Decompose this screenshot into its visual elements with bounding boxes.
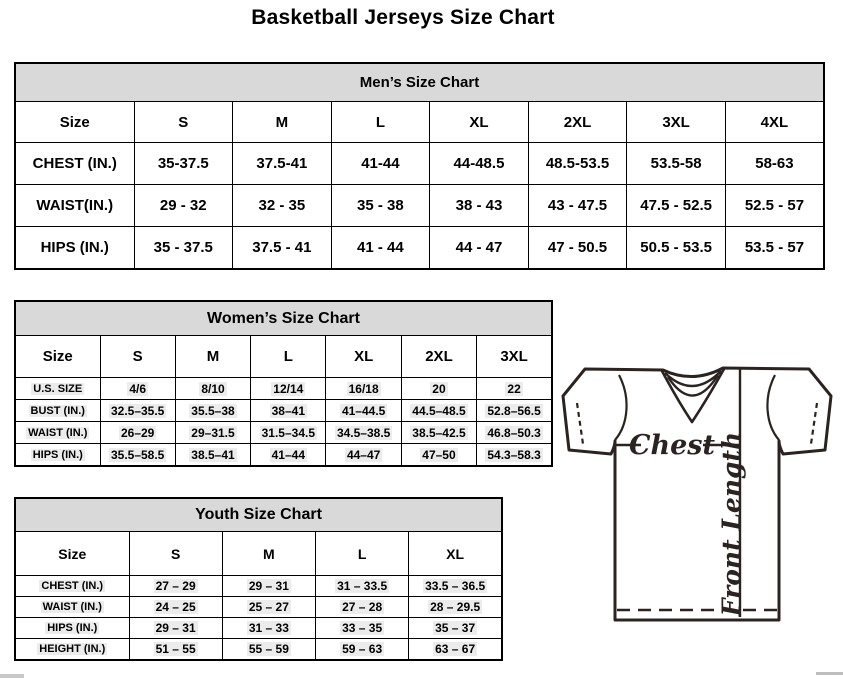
table-cell: 8/10 [175, 378, 250, 400]
table-cell: 38–41 [251, 400, 326, 422]
row-label: CHEST (IN.) [15, 576, 129, 597]
table-cell: 12/14 [251, 378, 326, 400]
row-label: WAIST (IN.) [15, 422, 100, 444]
table-cell: 35-37.5 [134, 143, 233, 185]
armhole-seam-left [615, 375, 627, 440]
chest-label: Chest [629, 430, 715, 461]
table-cell: 22 [477, 378, 552, 400]
table-cell: 35 - 37.5 [134, 227, 233, 270]
column-header: 3XL [477, 336, 552, 378]
horizontal-scrollbar-fragment-left[interactable] [0, 674, 24, 678]
table-cell: 27 – 28 [316, 597, 409, 618]
womens-size-chart-table [14, 300, 553, 467]
table-cell: 35.5–38 [175, 400, 250, 422]
table-cell: 31 – 33 [222, 618, 315, 639]
womens-chart-title: Women’s Size Chart [15, 301, 552, 336]
table-row [15, 378, 552, 400]
table-cell: 41 - 44 [331, 227, 430, 270]
table-row [15, 576, 502, 597]
column-header: XL [326, 336, 401, 378]
front-length-label: Front Length [717, 431, 746, 617]
table-cell: 24 – 25 [129, 597, 222, 618]
table-row [15, 597, 502, 618]
table-cell: 55 – 59 [222, 639, 315, 661]
column-header: XL [430, 102, 529, 143]
table-row [15, 618, 502, 639]
cuff-stitch-left [577, 403, 583, 444]
table-cell: 53.5-58 [627, 143, 726, 185]
table-cell: 44–47 [326, 444, 401, 467]
table-cell: 29 - 32 [134, 185, 233, 227]
table-cell: 44 - 47 [430, 227, 529, 270]
table-cell: 33.5 – 36.5 [409, 576, 502, 597]
table-cell: 29 – 31 [222, 576, 315, 597]
table-cell: 47 - 50.5 [528, 227, 627, 270]
jersey-outline [563, 368, 831, 620]
table-cell: 44.5–48.5 [401, 400, 476, 422]
row-label: HEIGHT (IN.) [15, 639, 129, 661]
table-cell: 54.3–58.3 [477, 444, 552, 467]
column-header: S [129, 532, 222, 576]
table-cell: 4/6 [100, 378, 175, 400]
table-cell: 38.5–42.5 [401, 422, 476, 444]
table-cell: 27 – 29 [129, 576, 222, 597]
table-row [15, 227, 824, 270]
table-header-row [15, 102, 824, 143]
table-row [15, 143, 824, 185]
youth-size-chart-table [14, 497, 503, 661]
table-cell: 59 – 63 [316, 639, 409, 661]
table-cell: 47.5 - 52.5 [627, 185, 726, 227]
table-cell: 52.8–56.5 [477, 400, 552, 422]
table-cell: 50.5 - 53.5 [627, 227, 726, 270]
column-header: 2XL [401, 336, 476, 378]
row-label: WAIST(IN.) [15, 185, 134, 227]
table-cell: 58-63 [725, 143, 824, 185]
mens-chart-title: Men’s Size Chart [15, 63, 824, 102]
mens-size-chart-table [14, 62, 825, 270]
column-header: S [100, 336, 175, 378]
table-cell: 35 – 37 [409, 618, 502, 639]
column-header: M [222, 532, 315, 576]
table-cell: 41–44.5 [326, 400, 401, 422]
table-band-row [15, 63, 824, 102]
column-header: XL [409, 532, 502, 576]
row-label: HIPS (IN.) [15, 227, 134, 270]
table-cell: 41–44 [251, 444, 326, 467]
table-cell: 31.5–34.5 [251, 422, 326, 444]
table-cell: 35 - 38 [331, 185, 430, 227]
table-cell: 63 – 67 [409, 639, 502, 661]
row-label: BUST (IN.) [15, 400, 100, 422]
table-cell: 31 – 33.5 [316, 576, 409, 597]
row-label: WAIST (IN.) [15, 597, 129, 618]
row-label: U.S. SIZE [15, 378, 100, 400]
table-band-row [15, 498, 502, 532]
table-header-row [15, 532, 502, 576]
column-header: L [316, 532, 409, 576]
table-cell: 20 [401, 378, 476, 400]
row-label: HIPS (IN.) [15, 618, 129, 639]
jersey-measurement-diagram [556, 353, 841, 643]
horizontal-scrollbar-fragment-right[interactable] [816, 672, 843, 675]
table-cell: 48.5-53.5 [528, 143, 627, 185]
youth-chart-title: Youth Size Chart [15, 498, 502, 532]
column-header: S [134, 102, 233, 143]
table-cell: 32.5–35.5 [100, 400, 175, 422]
table-cell: 16/18 [326, 378, 401, 400]
table-cell: 32 - 35 [233, 185, 332, 227]
table-cell: 35.5–58.5 [100, 444, 175, 467]
column-header: Size [15, 336, 100, 378]
table-cell: 51 – 55 [129, 639, 222, 661]
table-cell: 37.5-41 [233, 143, 332, 185]
column-header: L [331, 102, 430, 143]
column-header: Size [15, 532, 129, 576]
table-row [15, 185, 824, 227]
row-label: HIPS (IN.) [15, 444, 100, 467]
table-cell: 47–50 [401, 444, 476, 467]
table-row [15, 639, 502, 661]
table-cell: 38 - 43 [430, 185, 529, 227]
column-header: 4XL [725, 102, 824, 143]
armhole-seam-right [767, 375, 779, 440]
table-row [15, 400, 552, 422]
table-cell: 53.5 - 57 [725, 227, 824, 270]
table-row [15, 444, 552, 467]
table-cell: 28 – 29.5 [409, 597, 502, 618]
table-cell: 37.5 - 41 [233, 227, 332, 270]
cuff-stitch-right [811, 403, 817, 444]
row-label: CHEST (IN.) [15, 143, 134, 185]
column-header: L [251, 336, 326, 378]
table-cell: 29 – 31 [129, 618, 222, 639]
table-cell: 33 – 35 [316, 618, 409, 639]
table-cell: 46.8–50.3 [477, 422, 552, 444]
column-header: Size [15, 102, 134, 143]
page-title: Basketball Jerseys Size Chart [251, 6, 555, 29]
table-cell: 34.5–38.5 [326, 422, 401, 444]
column-header: 2XL [528, 102, 627, 143]
table-band-row [15, 301, 552, 336]
table-cell: 25 – 27 [222, 597, 315, 618]
table-header-row [15, 336, 552, 378]
table-cell: 52.5 - 57 [725, 185, 824, 227]
table-cell: 43 - 47.5 [528, 185, 627, 227]
column-header: M [233, 102, 332, 143]
table-cell: 44-48.5 [430, 143, 529, 185]
table-row [15, 422, 552, 444]
table-cell: 26–29 [100, 422, 175, 444]
column-header: M [175, 336, 250, 378]
table-cell: 41-44 [331, 143, 430, 185]
table-cell: 29–31.5 [175, 422, 250, 444]
table-cell: 38.5–41 [175, 444, 250, 467]
column-header: 3XL [627, 102, 726, 143]
